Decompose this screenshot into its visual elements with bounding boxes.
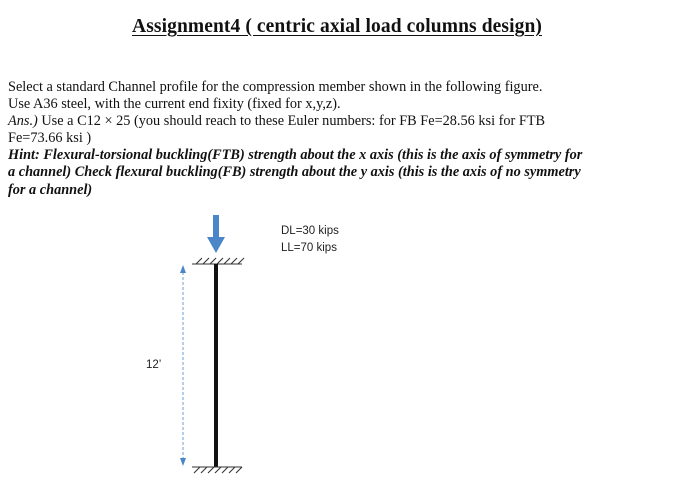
top-fixed-support-icon <box>192 258 244 264</box>
dead-load-label: DL=30 kips <box>281 225 339 237</box>
problem-line-2: Use A36 steel, with the current end fixity (fixed for x,y,z). <box>8 96 341 113</box>
assignment-title: Assignment4 ( centric axial load columns design) <box>132 16 542 37</box>
hint-line-1: Hint: Flexural-torsional buckling(FTB) strength about the x axis (this is the axis of symmetry for <box>8 147 583 164</box>
length-dimension-line <box>180 265 186 466</box>
live-load-label: LL=70 kips <box>281 242 337 254</box>
answer-line-2: Fe=73.66 ksi ) <box>8 130 92 147</box>
column-length-label: 12’ <box>146 359 162 371</box>
down-arrow-icon <box>207 215 225 253</box>
hint-line-3: for a channel) <box>8 181 93 198</box>
column-member <box>214 264 218 467</box>
problem-line-1: Select a standard Channel profile for the compression member shown in the following figure. <box>8 79 543 95</box>
bottom-fixed-support-icon <box>192 467 242 473</box>
hint-line-2: a channel) Check flexural buckling(FB) strength about the y axis (this is the axis of no symmetry <box>8 164 581 181</box>
answer-label: Ans.) <box>8 113 38 130</box>
answer-text: Use a C12 × 25 (you should reach to these Euler numbers: for FB Fe=28.56 ksi for FTB <box>37 113 546 130</box>
